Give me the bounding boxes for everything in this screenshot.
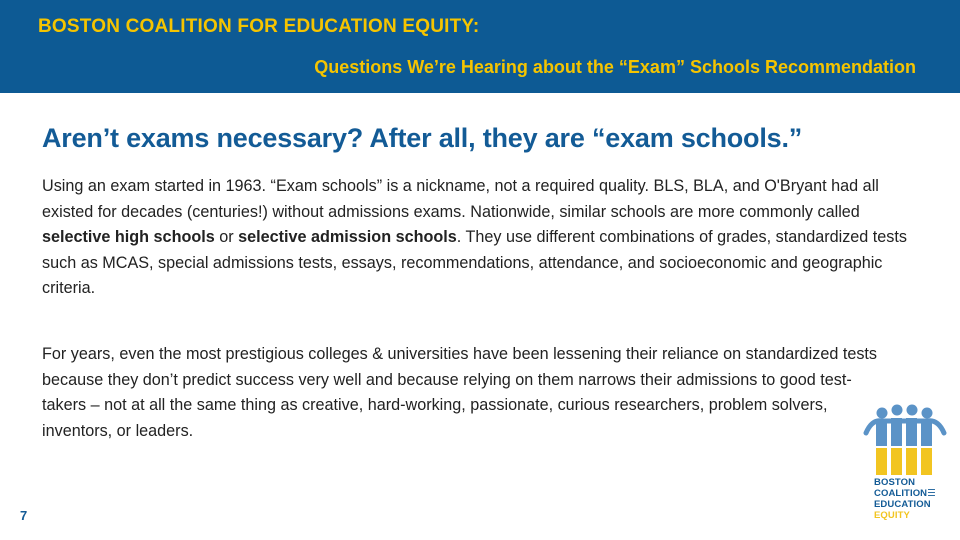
paragraph-2: For years, even the most prestigious colleges & universities have been lessening their reliance on standardized tests because they don’t predict success very well and because relying on them narrows their admissions to good test-takers – not at all the same thing as creative, hard-working, passionate, curious researchers, problem solvers, inventors, or leaders. xyxy=(42,345,878,440)
paragraph-1-text-a: Using an exam started in 1963. “Exam schools” is a nickname, not a required quality. BLS, BLA, and O'Bryant had all existed for decades (centuries!) without admissions exams. Nationwide, similar schools are more commonly called xyxy=(42,177,879,221)
logo-line-3: EDUCATION xyxy=(874,499,931,510)
paragraph-1-text-c: . They use different combinations of grades, standardized tests such as MCAS, special admissions tests, essays, recommendations, attendance, and socioeconomic and geographic criteria. xyxy=(42,228,907,297)
logo-line-2-text: COALITION xyxy=(874,488,928,499)
logo-line-1: BOSTON xyxy=(874,477,916,488)
page-number: 7 xyxy=(20,508,28,523)
coalition-logo xyxy=(862,403,948,533)
org-title: BOSTON COALITION FOR EDUCATION EQUITY: xyxy=(38,16,480,37)
paragraph-1 xyxy=(42,174,922,302)
paragraph-1-bold-a: selective high schools xyxy=(42,228,215,246)
people-figures-icon xyxy=(862,403,948,477)
slide-headline: Aren’t exams necessary? After all, they are “exam schools.” xyxy=(42,123,803,153)
paragraph-1-text-b: or xyxy=(214,228,239,246)
logo-line-2 xyxy=(874,488,954,499)
header-subtitle: Questions We’re Hearing about the “Exam” Schools Recommendation xyxy=(314,57,916,77)
logo-line-4: EQUITY xyxy=(874,510,910,521)
paragraph-1-bold-b: selective admission schools xyxy=(238,228,457,246)
equals-mark-icon: ☰ xyxy=(927,488,936,499)
header-banner xyxy=(0,0,960,93)
logo-wordmark xyxy=(874,477,954,521)
